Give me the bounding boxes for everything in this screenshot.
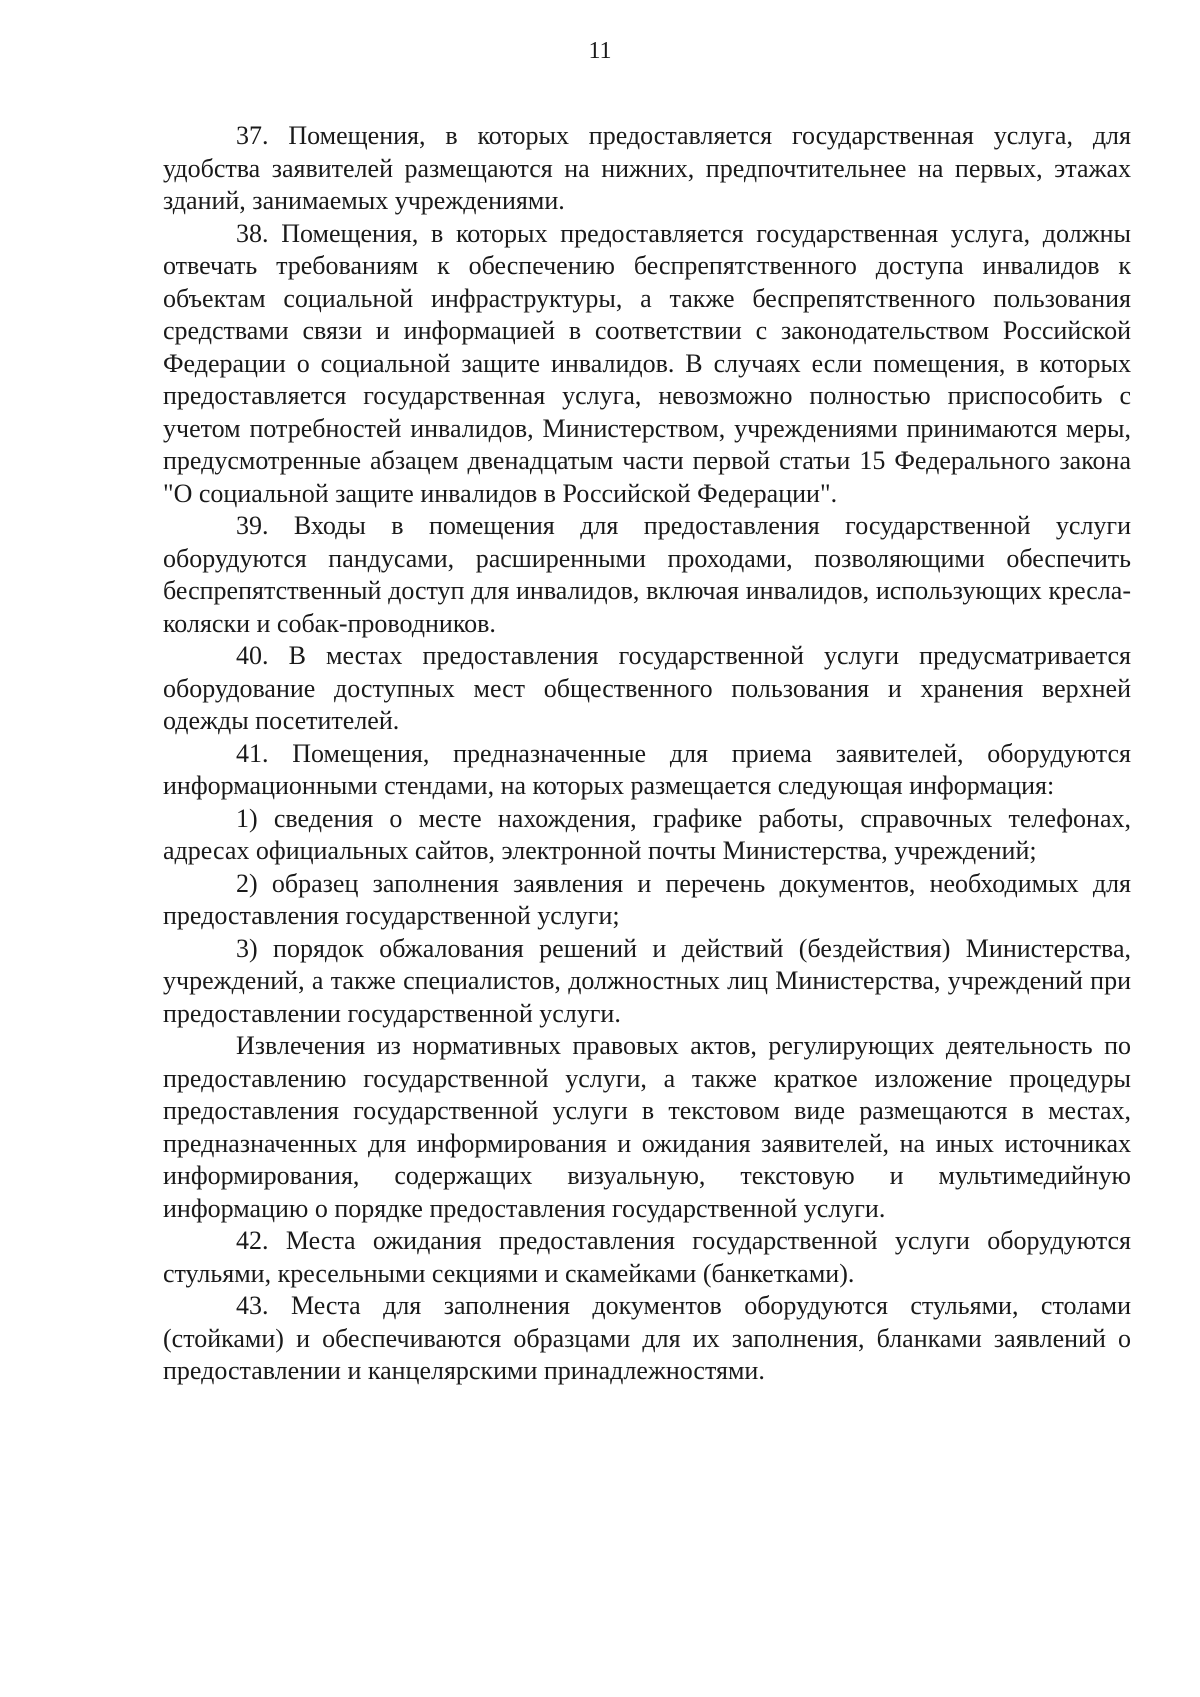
document-body bbox=[163, 120, 1131, 1388]
list-item-3: 3) порядок обжалования решений и действий (бездействия) Министерства, учреждений, а также специалистов, должностных лиц Министерства, учреждений при предоставлении государственной услуги. bbox=[163, 933, 1131, 1028]
paragraph-extracts: Извлечения из нормативных правовых актов, регулирующих деятельность по предоставлению государственной услуги, а также краткое изложение процедуры предоставления государственной услуги в текстовом виде размещаются в местах, предназначенных для информирования и ожидания заявителей, на иных источниках информирования, содержащих визуальную, текстовую и мультимедийную информацию о порядке предоставления государственной услуги. bbox=[163, 1031, 1131, 1223]
paragraph-43: 43. Места для заполнения документов оборудуются стульями, столами (стойками) и обеспечиваются образцами для их заполнения, бланками заявлений о предоставлении и канцелярскими принадлежностями. bbox=[163, 1291, 1131, 1385]
page-number: 11 bbox=[588, 38, 612, 64]
paragraph-40: 40. В местах предоставления государственной услуги предусматривается оборудование доступных мест общественного пользования и хранения верхней одежды посетителей. bbox=[163, 641, 1131, 735]
paragraph-38: 38. Помещения, в которых предоставляется государственная услуга, должны отвечать требованиям к обеспечению беспрепятственного доступа инвалидов к объектам социальной инфраструктуры, а также беспрепятственного пользования средствами связи и информацией в соответствии с законодательством Российской Федерации о социальной защите инвалидов. В случаях если помещения, в которых предоставляется государственная услуга, невозможно полностью приспособить с учетом потребностей инвалидов, Министерством, учреждениями принимаются меры, предусмотренные абзацем двенадцатым части первой статьи 15 Федерального закона "О социальной защите инвалидов в Российской Федерации". bbox=[163, 218, 1131, 508]
paragraph-41: 41. Помещения, предназначенные для приема заявителей, оборудуются информационными стендами, на которых размещается следующая информация: bbox=[163, 738, 1131, 800]
list-item-1: 1) сведения о месте нахождения, графике работы, справочных телефонах, адресах официальных сайтов, электронной почты Министерства, учреждений; bbox=[163, 803, 1131, 865]
paragraph-42: 42. Места ожидания предоставления государственной услуги оборудуются стульями, кресельными секциями и скамейками (банкетками). bbox=[163, 1226, 1131, 1288]
paragraph-39: 39. Входы в помещения для предоставления государственной услуги оборудуются пандусами, расширенными проходами, позволяющими обеспечить беспрепятственный доступ для инвалидов, включая инвалидов, использующих кресла-коляски и собак-проводников. bbox=[163, 511, 1131, 638]
paragraph-37: 37. Помещения, в которых предоставляется государственная услуга, для удобства заявителей размещаются на нижних, предпочтительнее на первых, этажах зданий, занимаемых учреждениями. bbox=[163, 121, 1131, 215]
list-item-2: 2) образец заполнения заявления и перечень документов, необходимых для предоставления государственной услуги; bbox=[163, 868, 1131, 930]
